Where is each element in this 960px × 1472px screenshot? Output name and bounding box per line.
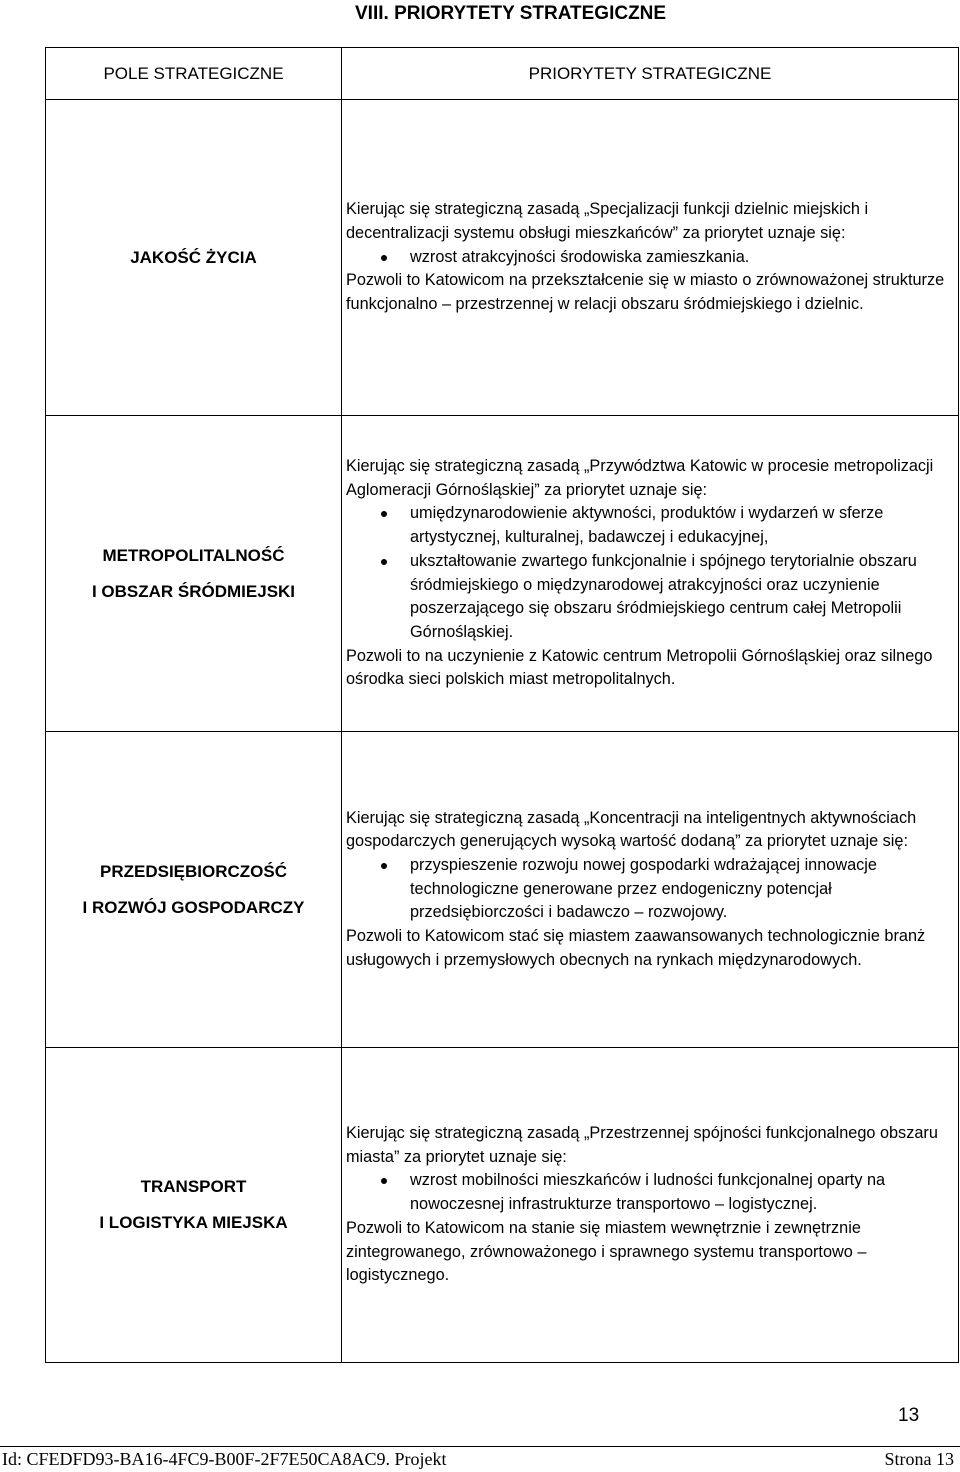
footer-divider: [0, 1446, 960, 1447]
field-name-line1: PRZEDSIĘBIORCZOŚĆ: [99, 861, 288, 881]
priority-item: przyspieszenie rozwoju nowej gospodarki wdrażającej innowacje technologiczne generowane przez endogeniczny potencjał przedsiębiorczości i badawczo – rozwojowy.: [346, 854, 950, 925]
priority-list: [346, 502, 950, 644]
page-title: VIII. PRIORYTETY STRATEGICZNE: [355, 3, 667, 24]
bullet-icon: [381, 863, 387, 869]
priority-intro: Kierując się strategiczną zasadą „Przywództwa Katowic w procesie metropolizacji Aglomeracji Górnośląskiej” za priorytet uznaje się:: [346, 456, 934, 499]
strategic-field-cell: [46, 1048, 342, 1363]
priorities-table: [45, 47, 959, 1363]
priority-item: wzrost mobilności mieszkańców i ludności funkcjonalnej oparty na nowoczesnej infrastrukturze transportowo – logistycznej.: [346, 1169, 950, 1216]
table-row: [46, 100, 959, 416]
strategic-field-cell: [46, 100, 342, 416]
priority-item: umiędzynarodowienie aktywności, produktów i wydarzeń w sferze artystycznej, kulturalnej, badawczej i edukacyjnej,: [346, 502, 950, 549]
priority-list: [346, 246, 950, 270]
table-header-row: [46, 48, 959, 100]
priority-intro: Kierując się strategiczną zasadą „Przestrzennej spójności funkcjonalnego obszaru miasta” za priorytet uznaje się:: [346, 1124, 938, 1166]
priority-outcome: Pozwoli to Katowicom na stanie się miastem wewnętrznie i zewnętrznie zintegrowanego, zrównoważonego i sprawnego systemu transportowo – logistycznego.: [346, 1218, 867, 1285]
field-name-line1: TRANSPORT: [140, 1177, 247, 1196]
strategic-field-cell: [46, 732, 342, 1048]
priority-cell: [342, 732, 959, 1048]
priority-outcome: Pozwoli to Katowicom na przekształcenie się w miasto o zrównoważonej strukturze funkcjonalno – przestrzennej w relacji obszaru śródmiejskiego i dzielnic.: [346, 271, 945, 314]
bullet-icon: [381, 255, 387, 261]
bullet-icon: [381, 1178, 387, 1184]
footer-page-label: Strona 13: [884, 1449, 954, 1469]
priority-item: wzrost atrakcyjności środowiska zamieszkania.: [346, 246, 950, 270]
table-row: [46, 416, 959, 732]
footer-document-id: Id: CFEDFD93-BA16-4FC9-B00F-2F7E50CA8AC9. Projekt: [2, 1449, 447, 1469]
page-number: 13: [898, 1405, 920, 1426]
priority-intro: Kierując się strategiczną zasadą „Specjalizacji funkcji dzielnic miejskich i decentralizacji systemu obsługi mieszkańców” za priorytet uznaje się:: [346, 200, 869, 242]
bullet-icon: [381, 559, 387, 565]
field-name-line2: I ROZWÓJ GOSPODARCZY: [82, 897, 305, 917]
priority-cell: [342, 1048, 959, 1363]
priority-list: [346, 854, 950, 925]
priority-outcome: Pozwoli to na uczynienie z Katowic centrum Metropolii Górnośląskiej oraz silnego ośrodka sieci polskich miast metropolitalnych.: [346, 646, 933, 689]
field-name-line1: METROPOLITALNOŚĆ: [102, 545, 285, 565]
priority-item: ukształtowanie zwartego funkcjonalnie i spójnego terytorialnie obszaru śródmiejskiego o międzynarodowej atrakcyjności oraz uczynienie poszerzającego się obszaru śródmiejskiego centrum całej Metropolii Górnośląskiej.: [346, 550, 950, 645]
bullet-icon: [381, 511, 387, 517]
strategic-field-cell: [46, 416, 342, 732]
field-name-line2: I OBSZAR ŚRÓDMIEJSKI: [91, 581, 296, 601]
priority-cell: [342, 416, 959, 732]
field-name: JAKOŚĆ ŻYCIA: [130, 247, 257, 267]
header-strategic-priorities: PRIORYTETY STRATEGICZNE: [342, 48, 959, 100]
priority-outcome: Pozwoli to Katowicom stać się miastem zaawansowanych technologicznie branż usługowych i przemysłowych obecnych na rynkach międzynarodowych.: [346, 927, 926, 969]
priority-cell: [342, 100, 959, 416]
table-row: [46, 1048, 959, 1363]
priority-list: [346, 1169, 950, 1216]
table-row: [46, 732, 959, 1048]
field-name-line2: I LOGISTYKA MIEJSKA: [99, 1213, 288, 1232]
priority-intro: Kierując się strategiczną zasadą „Koncentracji na inteligentnych aktywnościach gospodarczych generujących wysoką wartość dodaną” za priorytet uznaje się:: [346, 808, 917, 851]
header-strategic-field: POLE STRATEGICZNE: [46, 48, 342, 100]
